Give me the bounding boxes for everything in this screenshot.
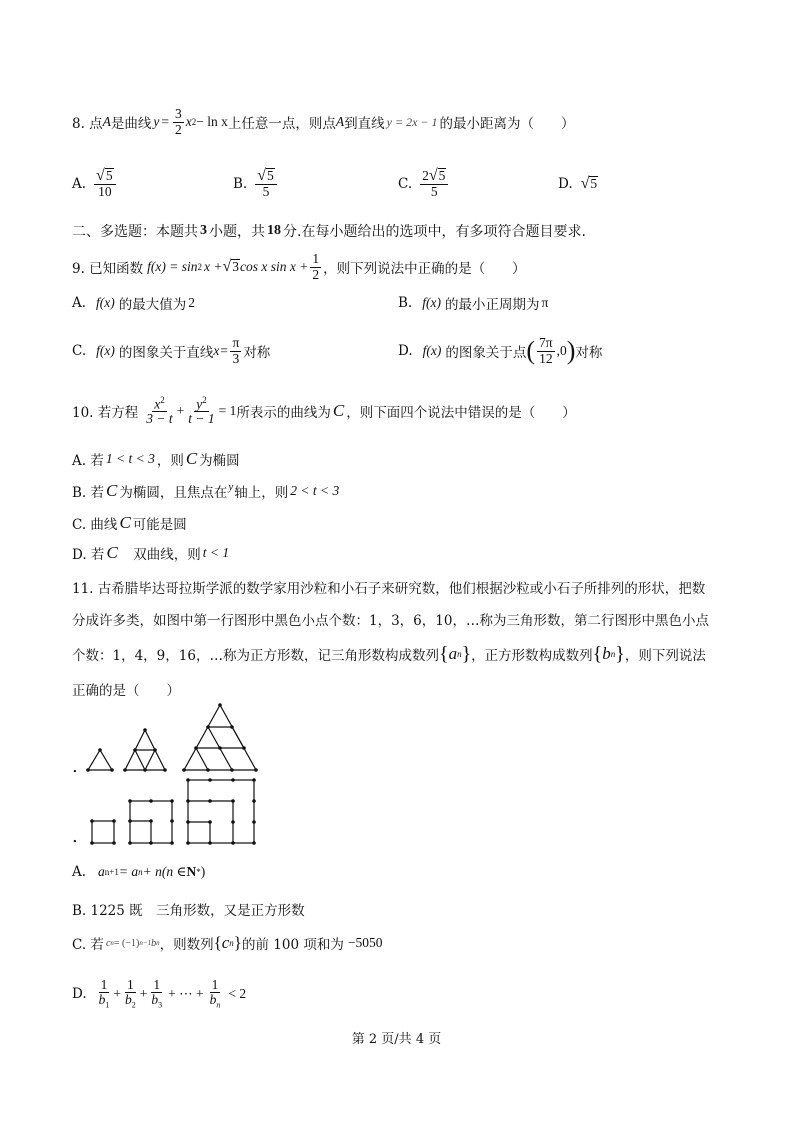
q8-option-a: A. √ 5 10 [72,164,118,204]
q8-option-c: C. 2 √ 5 5 [398,164,450,204]
q8-option-d: D. √ 5 [558,175,598,192]
q10-option-b: B. 若 C 为椭圆，且焦点在 y 轴上，则 2 < t < 3 [72,481,340,501]
q11-option-c: C. 若 c n = (−1) n−1 b n ，则数列 { c n } 的前 100 项和为 −5050 [72,933,383,953]
q9-option-b: B. f(x) 的最小正周期为 π [398,295,549,313]
page-footer: 第 2 页/共 4 页 [351,1032,442,1047]
q11-line4: 正确的是（ ） [72,683,180,699]
q8-stem: 8. 点 A 是曲线 y = $\frac{3}{2}$ x 2 − ln x 上任意一点，则点 A 到直线 y = 2x − 1 的最小距离为（ ） [72,106,575,137]
q11-option-a: A. a n+1 = a n + n(n ∈ N * ) [72,864,206,880]
q11-option-b: B. 1225 既 三角形数，又是正方形数 [72,903,305,919]
q9-stem: 9. 已知函数 f(x) = sin 2 x + √ 3 cos x sin x + $\frac{1}{2}$ ，则下列说法中正确的是（ ） [72,251,526,282]
q11-line3: 个数：1，4，9，16，…称为正方形数，记三角形数构成数列 { a n } ，正方形数构成数列 { b n } ，则下列说法 [72,642,706,665]
q10-option-c: C. 曲线 C 可能是圆 [72,513,187,533]
pebble-figure [80,700,280,850]
q9-option-c: C. f(x) 的图象关于直线 x= $\frac{\pi}{3}$ 对称 [72,335,271,366]
row2-dot: . [72,826,78,847]
q9-option-a: A. f(x) 的最大值为 2 [72,295,196,313]
section-2-title: 二、多选题：本题共 3 小题，共 18 分.在每小题给出的选项中，有多项符合题目要求. [72,223,586,240]
q9-option-d: D. f(x) 的图象关于点 ( $\frac{7\pi}{12}$ ,0 ) 对称 [398,335,603,366]
q10-option-d: D. 若 C 双曲线，则 t < 1 [72,543,230,563]
q11-line2: 分成许多类，如图中第一行图形中黑色小点个数：1，3，6，10，…称为三角形数，第二行图形中黑色小点 [72,613,709,629]
q10-option-a: A. 若 1 < t < 3 ，则 C 为椭圆 [72,449,240,469]
q8-option-b: B. √ 5 5 [233,164,279,204]
row1-dot: . [72,756,78,777]
q11-line1: 11. 古希腊毕达哥拉斯学派的数学家用沙粒和小石子来研究数，他们根据沙粒或小石子所排列的形状，把数 [72,581,706,597]
square-16 [188,780,254,843]
q10-stem: 10. 若方程 $\frac{x^2}{3 - t}$ + $\frac{y^2}{t - 1}$ = 1 所表示的曲线为 C ，则下面四个说法中错误的是（ ） [72,394,576,427]
triangle-3 [88,750,112,770]
q11-option-d: D. $\frac{1}{b_1}$ + $\frac{1}{b_2}$ + $\frac{1}{b_3}$ + ⋯ + $\frac{1}{b_n}$ < 2 [72,976,247,1010]
triangle-10 [184,705,256,770]
square-4 [92,821,114,843]
